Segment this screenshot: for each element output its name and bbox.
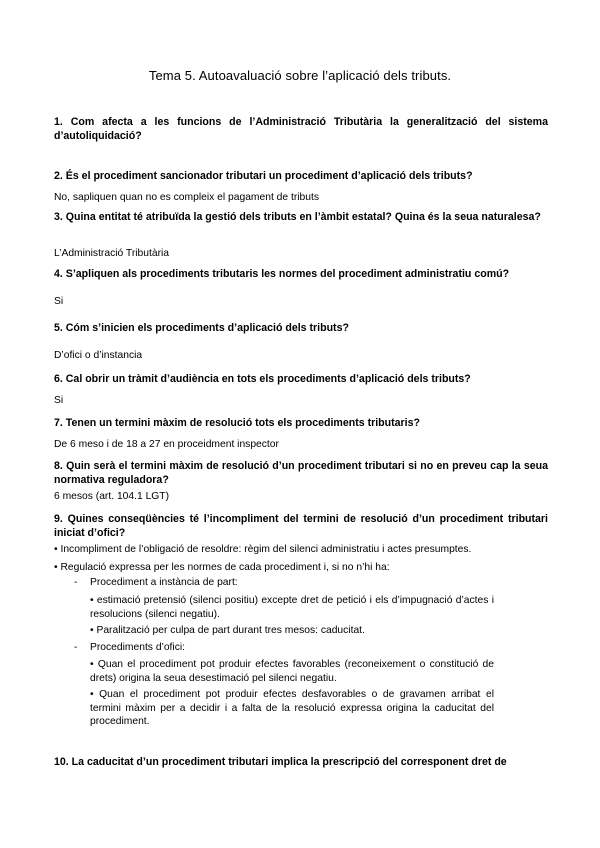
answer-2: No, sapliquen quan no es compleix el pagament de tributs xyxy=(54,192,320,203)
question-2: 2. És el procediment sancionador tributari un procediment d’aplicació dels tributs? xyxy=(54,170,473,182)
answer-9-item-1: Procediment a instància de part: xyxy=(90,577,238,588)
answer-6: Si xyxy=(54,395,64,406)
question-6: 6. Cal obrir un tràmit d’audiència en tots els procediments d’aplicació dels tributs? xyxy=(54,373,471,385)
question-10: 10. La caducitat d’un procediment tributari implica la prescripció del corresponent dret de xyxy=(54,756,507,768)
answer-9-item-1-point-2: • Paralització per culpa de part durant tres mesos: caducitat. xyxy=(90,625,365,636)
question-3: 3. Quina entitat té atribuïda la gestió dels tributs en l’àmbit estatal? Quina és la seua naturalesa? xyxy=(54,211,541,223)
answer-7: De 6 meso i de 18 a 27 en proceidment inspector xyxy=(54,439,279,450)
answer-9-item-2-point-1: • Quan el procediment pot produir efectes favorables (reconeixement o constitució de drets) origina la seua desestimació pel silenci negatiu. xyxy=(90,659,494,684)
answer-9-item-2: Procediments d’ofici: xyxy=(90,642,185,653)
question-1: 1. Com afecta a les funcions de l’Administració Tributària la generalització del sistema d’autoliquidació? xyxy=(54,116,548,142)
answer-9-bullet-1: • Incompliment de l’obligació de resoldre: règim del silenci administratiu i actes presumptes. xyxy=(54,544,472,555)
question-7: 7. Tenen un termini màxim de resolució tots els procediments tributaris? xyxy=(54,417,420,429)
answer-8: 6 mesos (art. 104.1 LGT) xyxy=(54,491,170,502)
answer-4: Si xyxy=(54,296,64,307)
answer-9-dash-2: - xyxy=(74,642,78,653)
question-8: 8. Quin serà el termini màxim de resolució d’un procediment tributari si no en preveu cap la seua normativa reguladora? xyxy=(54,460,548,486)
answer-9-item-1-point-1: • estimació pretensió (silenci positiu) excepte dret de petició i els d’impugnació d’actes i resolucions (silenci negatiu). xyxy=(90,595,494,620)
answer-9-dash-1: - xyxy=(74,577,78,588)
answer-9-bullet-2: • Regulació expressa per les normes de cada procediment i, si no n’hi ha: xyxy=(54,562,390,573)
answer-5: D’ofici o d’instancia xyxy=(54,350,143,361)
answer-3: L’Administració Tributària xyxy=(54,248,170,259)
question-4: 4. S’apliquen als procediments tributaris les normes del procediment administratiu comú? xyxy=(54,268,510,280)
question-9: 9. Quines conseqüències té l’incompliment del termini de resolució d’un procediment tributari iniciat d’ofici? xyxy=(54,513,548,539)
answer-9-item-2-point-2: • Quan el procediment pot produir efectes desfavorables o de gravamen arribat el termini màxim per a decidir i a falta de la resolució expressa origina la caducitat del procediment. xyxy=(90,689,494,727)
question-5: 5. Cóm s’inicien els procediments d’aplicació dels tributs? xyxy=(54,322,349,334)
page-title: Tema 5. Autoavaluació sobre l’aplicació dels tributs. xyxy=(148,68,452,83)
